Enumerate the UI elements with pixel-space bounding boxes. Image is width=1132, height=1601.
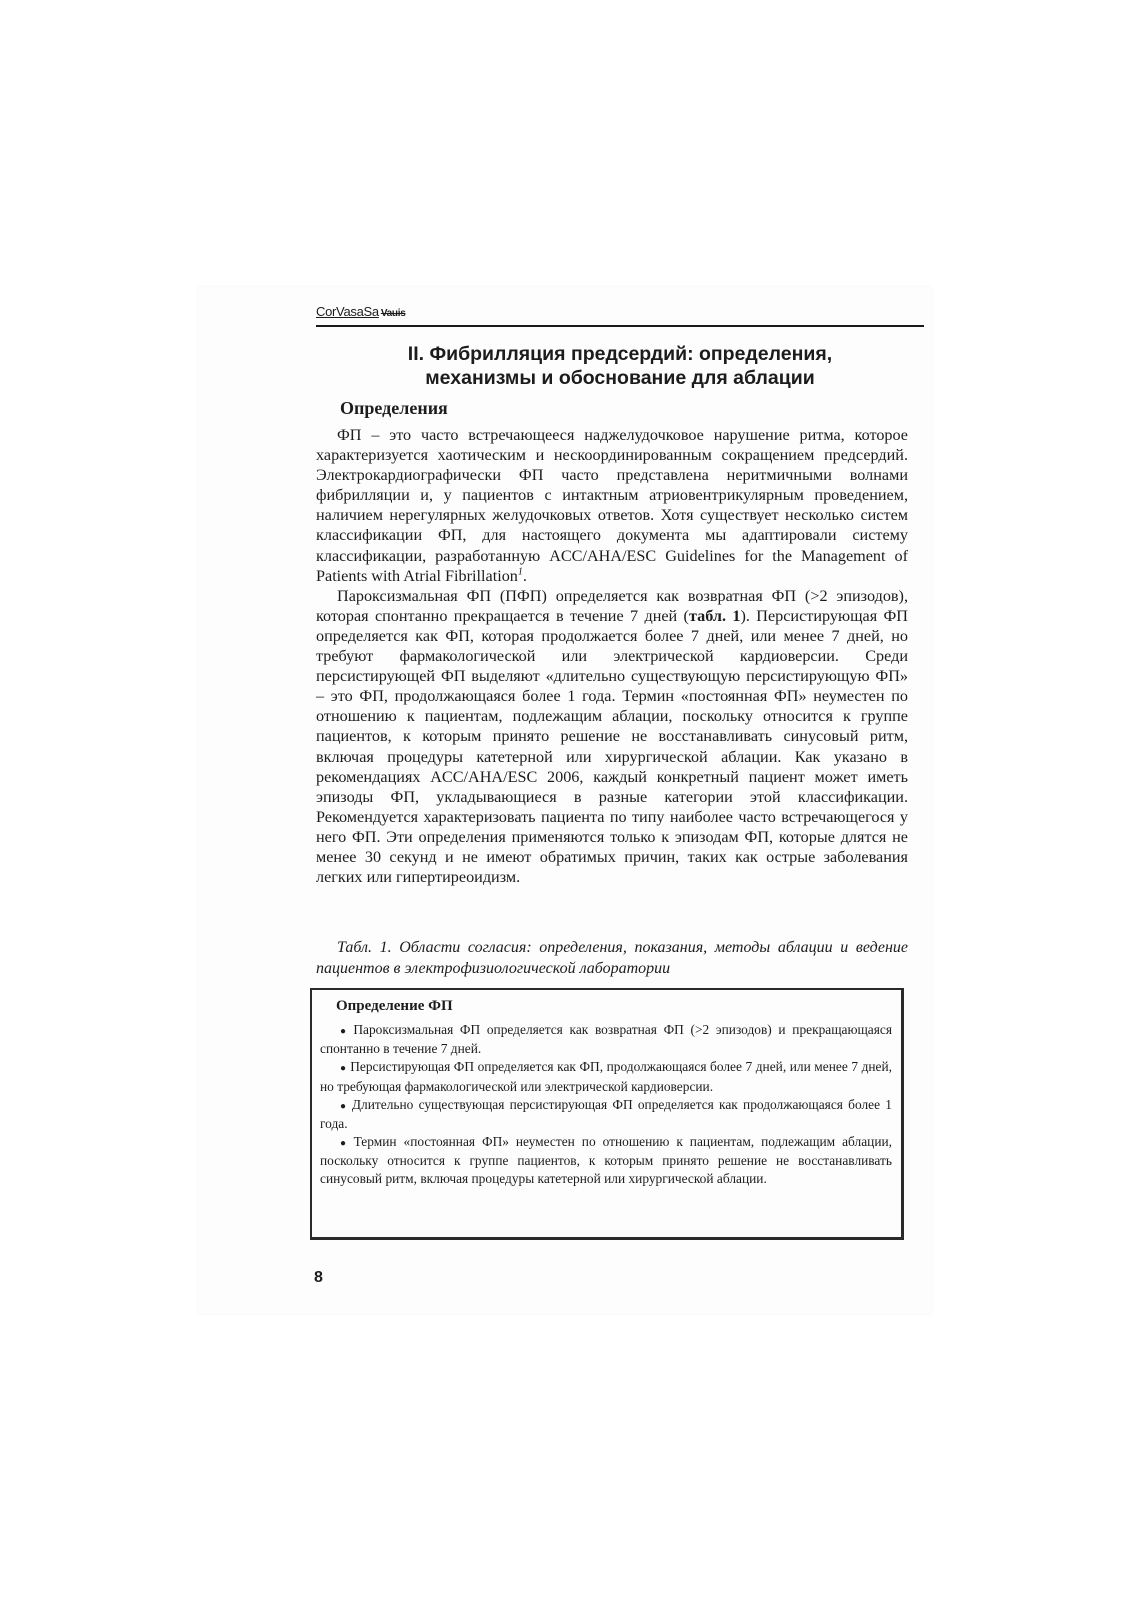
journal-logo: [316, 303, 405, 323]
section-heading: Определения: [340, 398, 448, 418]
reference-marker: 1: [517, 566, 523, 578]
body-paragraph-1: [316, 425, 908, 586]
paragraph-1-text: ФП – это часто встречающееся наджелудочковое нарушение ритма, которое характеризуется хаотическим и нескоординированным сокращением предсердий. Электрокардиографически ФП часто представлена неритмичными волнами фибрилляции и, у пациентов с интактным атриовентрикулярным проведением, наличием нерегулярных желудочковых ответов. Хотя существует несколько систем классификации ФП, для настоящего документа мы адаптировали систему классификации, разработанную ACC/AHA/ESC Guidelines for the Management of Patients with Atrial Fibrillation: [316, 426, 908, 585]
page-number: 8: [314, 1269, 323, 1286]
list-item-text: Длительно существующая персистирующая ФП определяется как продолжающаяся более 1 года.: [320, 1096, 892, 1132]
paragraph-2-start: Пароксизмальная ФП (ПФП) определяется как возвратная ФП (>2 эпизодов), которая спонтанно прекращается в течение 7 дней (: [316, 586, 908, 625]
list-item: [320, 1133, 892, 1187]
definition-box-title: Определение ФП: [336, 998, 453, 1014]
body-text: [316, 425, 908, 887]
paragraph-1-end: .: [522, 566, 527, 585]
journal-logo-extra: Vauis: [380, 308, 406, 319]
list-item-text: Пароксизмальная ФП определяется как возвратная ФП (>2 эпизодов) и прекращающаяся спонтанно в течение 7 дней.: [320, 1022, 892, 1057]
list-item: [320, 1058, 892, 1094]
paragraph-2-rest: ). Персистирующая ФП определяется как ФП, которая продолжается более 7 дней, или менее 7 дней, но требуют фармакологической или электрической кардиоверсии. Среди персистирующей ФП выделяют «длительно существующую персистирующую ФП» – это ФП, продолжающаяся более 1 года. Термин «постоянная ФП» неуместен по отношению к пациентам, подлежащим аблации, поскольку относится к группе пациентов, к которым принято решение не восстанавливать синусовый ритм, включая процедуры катетерной или хирургической аблации. Как указано в рекомендациях ACC/AHA/ESC 2006, каждый конкретный пациент может иметь эпизоды ФП, укладывающиеся в разные категории этой классификации. Рекомендуется характеризовать пациента по типу наиболее часто встречающегося у него ФП. Эти определения применяются только к эпизодам ФП, которые длятся не менее 30 секунд и не имеют обратимых причин, таких как острые заболевания легких или гипертиреоидизм.: [316, 606, 908, 887]
bullet-icon: ●: [340, 1026, 350, 1037]
bullet-icon: ●: [340, 1138, 350, 1150]
chapter-title-line-2: механизмы и обоснование для аблации: [425, 367, 815, 389]
definition-list: [320, 1021, 892, 1188]
bullet-icon: ●: [340, 1063, 347, 1075]
bullet-icon: ●: [340, 1100, 348, 1112]
list-item: [320, 1096, 892, 1132]
list-item: [320, 1021, 892, 1057]
table-reference: табл. 1: [688, 606, 741, 625]
table-caption: Табл. 1. Области согласия: определения, показания, методы аблации и ведение пациентов в электрофизиологической лаборатории: [316, 939, 908, 977]
journal-logo-main: CorVasaSa: [316, 304, 379, 319]
body-paragraph-2: [316, 586, 908, 887]
list-item-text: Персистирующая ФП определяется как ФП, продолжающаяся более 7 дней, или менее 7 дней, но требующая фармакологической или электрической кардиоверсии.: [320, 1059, 892, 1094]
definition-box: [310, 988, 904, 1240]
chapter-title: [316, 342, 924, 390]
list-item-text: Термин «постоянная ФП» неуместен по отношению к пациентам, подлежащим аблации, поскольку относится к группе пациентов, к которым принято решение не восстанавливать синусовый ритм, включая процедуры катетерной или хирургической аблации.: [320, 1134, 892, 1186]
chapter-title-line-1: II. Фибрилляция предсердий: определения,: [407, 343, 833, 365]
running-header: [316, 303, 924, 327]
